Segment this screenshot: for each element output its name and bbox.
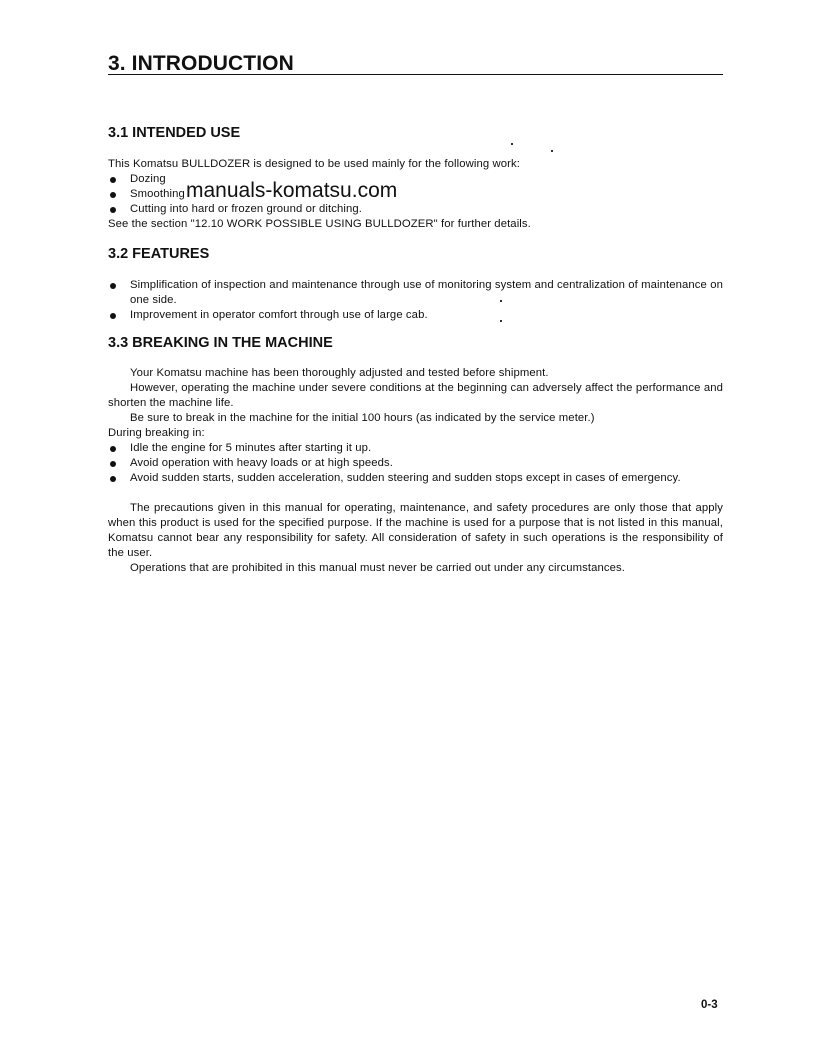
list-item: Avoid sudden starts, sudden acceleration, sudden steering and sudden stops except in cases of emergency.	[108, 471, 723, 486]
page-number: 0-3	[701, 999, 718, 1011]
paragraph: Operations that are prohibited in this manual must never be carried out under any circumstances.	[130, 562, 625, 574]
scan-speck	[500, 300, 502, 302]
paragraph: This Komatsu BULLDOZER is designed to be used mainly for the following work:	[108, 158, 520, 170]
watermark-text: manuals-komatsu.com	[186, 179, 398, 202]
bullet-icon	[110, 177, 116, 183]
title-underline	[108, 74, 723, 75]
list-item: Cutting into hard or frozen ground or ditching.	[108, 202, 723, 217]
list-item: Simplification of inspection and maintenance through use of monitoring system and centralization of maintenance on one side.	[108, 278, 723, 308]
paragraph: Your Komatsu machine has been thoroughly adjusted and tested before shipment.	[130, 367, 549, 379]
paragraph: See the section "12.10 WORK POSSIBLE USING BULLDOZER" for further details.	[108, 218, 531, 230]
scan-speck	[500, 320, 502, 322]
page-title: 3. INTRODUCTION	[108, 52, 294, 75]
list-item: Improvement in operator comfort through use of large cab.	[108, 308, 723, 323]
section-heading-breaking-in: 3.3 BREAKING IN THE MACHINE	[108, 335, 333, 351]
features-list	[108, 278, 723, 323]
breaking-in-list	[108, 441, 723, 486]
paragraph: During breaking in:	[108, 427, 205, 439]
list-item: Avoid operation with heavy loads or at high speeds.	[108, 456, 723, 471]
section-heading-features: 3.2 FEATURES	[108, 246, 210, 262]
list-item: Idle the engine for 5 minutes after starting it up.	[108, 441, 723, 456]
paragraph: The precautions given in this manual for operating, maintenance, and safety procedures are only those that apply when this product is used for the specified purpose. If the machine is used for a purpose that is not listed in this manual, Komatsu cannot bear any responsibility for safety. All consideration of safety in such operations is the responsibility of the user.	[108, 502, 723, 559]
bullet-icon	[110, 192, 116, 198]
list-item: Dozing	[108, 172, 723, 187]
paragraph: However, operating the machine under severe conditions at the beginning can adversely affect the performance and shorten the machine life.	[108, 382, 723, 409]
section-breaking-in	[108, 366, 723, 576]
bullet-icon	[110, 446, 116, 452]
scan-speck	[551, 150, 553, 152]
section-heading-intended-use: 3.1 INTENDED USE	[108, 125, 241, 141]
section-features	[108, 278, 723, 323]
paragraph: Be sure to break in the machine for the initial 100 hours (as indicated by the service meter.)	[130, 412, 595, 424]
bullet-icon	[110, 476, 116, 482]
bullet-icon	[110, 283, 116, 289]
spacer	[108, 486, 723, 501]
bullet-icon	[110, 313, 116, 319]
bullet-icon	[110, 461, 116, 467]
bullet-icon	[110, 207, 116, 213]
scan-speck	[511, 143, 513, 145]
list-item: Smoothing	[108, 187, 723, 202]
